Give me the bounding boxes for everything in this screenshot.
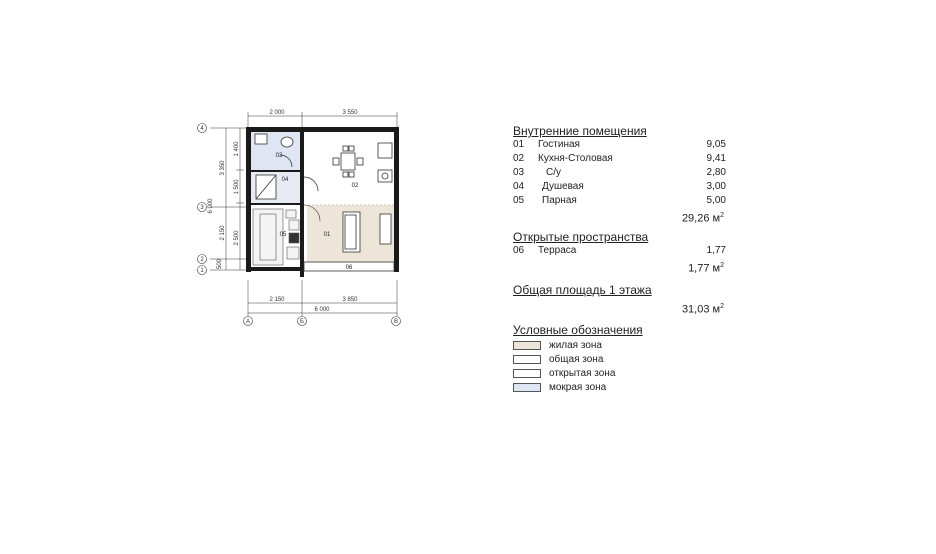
list-item <box>513 180 743 194</box>
interior-room-list <box>513 138 743 208</box>
axis-row-4: 4 <box>200 126 204 132</box>
room-num: 05 <box>513 195 525 206</box>
list-item <box>513 380 743 394</box>
dim-left-outer-2: 2 150 <box>220 225 226 241</box>
dim-left-inner-2: 1 500 <box>234 179 240 195</box>
list-item <box>513 352 743 366</box>
dim-bottom-2: 3 850 <box>342 297 358 303</box>
list-item <box>513 244 743 258</box>
room-name: Терраса <box>538 245 577 256</box>
room-label-02: 02 <box>351 183 359 189</box>
swatch-wet <box>513 383 541 392</box>
list-item <box>513 166 743 180</box>
dim-bottom-1: 2 150 <box>269 297 285 303</box>
swatch-open <box>513 369 541 378</box>
dim-left-inner-1: 1 400 <box>234 141 240 157</box>
room-num: 03 <box>513 167 525 178</box>
key-label: открытая зона <box>549 367 616 379</box>
list-item <box>513 366 743 380</box>
room-area: 2,80 <box>706 167 726 178</box>
axis-col-v: В <box>393 319 399 325</box>
list-item <box>513 138 743 152</box>
room-num: 04 <box>513 181 525 192</box>
sauna-benches <box>253 209 299 265</box>
room-label-05: 05 <box>279 232 287 238</box>
key-label: жилая зона <box>549 339 602 351</box>
key-title: Условные обозначения <box>513 323 643 337</box>
dim-bottom-total: 6 000 <box>314 307 330 313</box>
axis-col-b: Б <box>300 319 304 325</box>
room-area: 3,00 <box>706 181 726 192</box>
overall-total <box>513 299 724 315</box>
open-total-value: 1,77 м <box>688 262 721 275</box>
room-num: 02 <box>513 153 525 164</box>
dim-left-total: 6 000 <box>208 198 214 214</box>
kitchen-unit <box>378 143 392 182</box>
room-label-04: 04 <box>281 177 289 183</box>
swatch-common <box>513 355 541 364</box>
key-label: общая зона <box>549 353 604 365</box>
overall-total-value: 31,03 м <box>681 303 721 316</box>
interior-total-value: 29,26 м <box>681 212 721 225</box>
open-title: Открытые пространства <box>513 230 649 244</box>
dim-left-outer-1: 3 350 <box>220 160 226 176</box>
dim-left-outer-3: 500 <box>217 258 223 270</box>
swatch-living <box>513 341 541 350</box>
interior-title: Внутренние помещения <box>513 124 647 138</box>
room-name: Гостиная <box>538 139 580 150</box>
room-num: 01 <box>513 139 525 150</box>
unit-exponent: 2 <box>720 212 724 219</box>
list-item <box>513 338 743 352</box>
unit-exponent: 2 <box>720 303 724 310</box>
room-area: 1,77 <box>706 245 726 256</box>
room-area: 5,00 <box>706 195 726 206</box>
room-name: Кухня-Столовая <box>538 153 613 164</box>
key-list <box>513 338 743 394</box>
axis-row-3: 3 <box>200 205 204 211</box>
room-name: Душевая <box>542 181 584 192</box>
open-total <box>513 258 724 274</box>
dim-top-1: 2 000 <box>269 110 285 116</box>
list-item <box>513 152 743 166</box>
list-item <box>513 194 743 208</box>
room-area: 9,41 <box>706 153 726 164</box>
room-name: С/у <box>546 167 561 178</box>
room-area: 9,05 <box>706 139 726 150</box>
area-legend <box>513 124 743 394</box>
dim-top-2: 3 550 <box>342 110 358 116</box>
axis-row-1: 1 <box>200 268 204 274</box>
dim-left-inner-3: 2 500 <box>234 230 240 246</box>
interior-total <box>513 208 724 224</box>
overall-title: Общая площадь 1 этажа <box>513 283 652 297</box>
room-num: 06 <box>513 245 525 256</box>
room-label-03: 03 <box>275 153 283 159</box>
key-label: мокрая зона <box>549 381 607 393</box>
room-label-01: 01 <box>323 232 331 238</box>
axis-col-a: A <box>245 319 251 325</box>
axis-row-2: 2 <box>200 257 204 263</box>
room-label-06: 06 <box>345 265 353 271</box>
dining-table <box>333 146 363 177</box>
floor-plan-drawing <box>0 0 480 340</box>
unit-exponent: 2 <box>720 262 724 269</box>
room-name: Парная <box>542 195 577 206</box>
